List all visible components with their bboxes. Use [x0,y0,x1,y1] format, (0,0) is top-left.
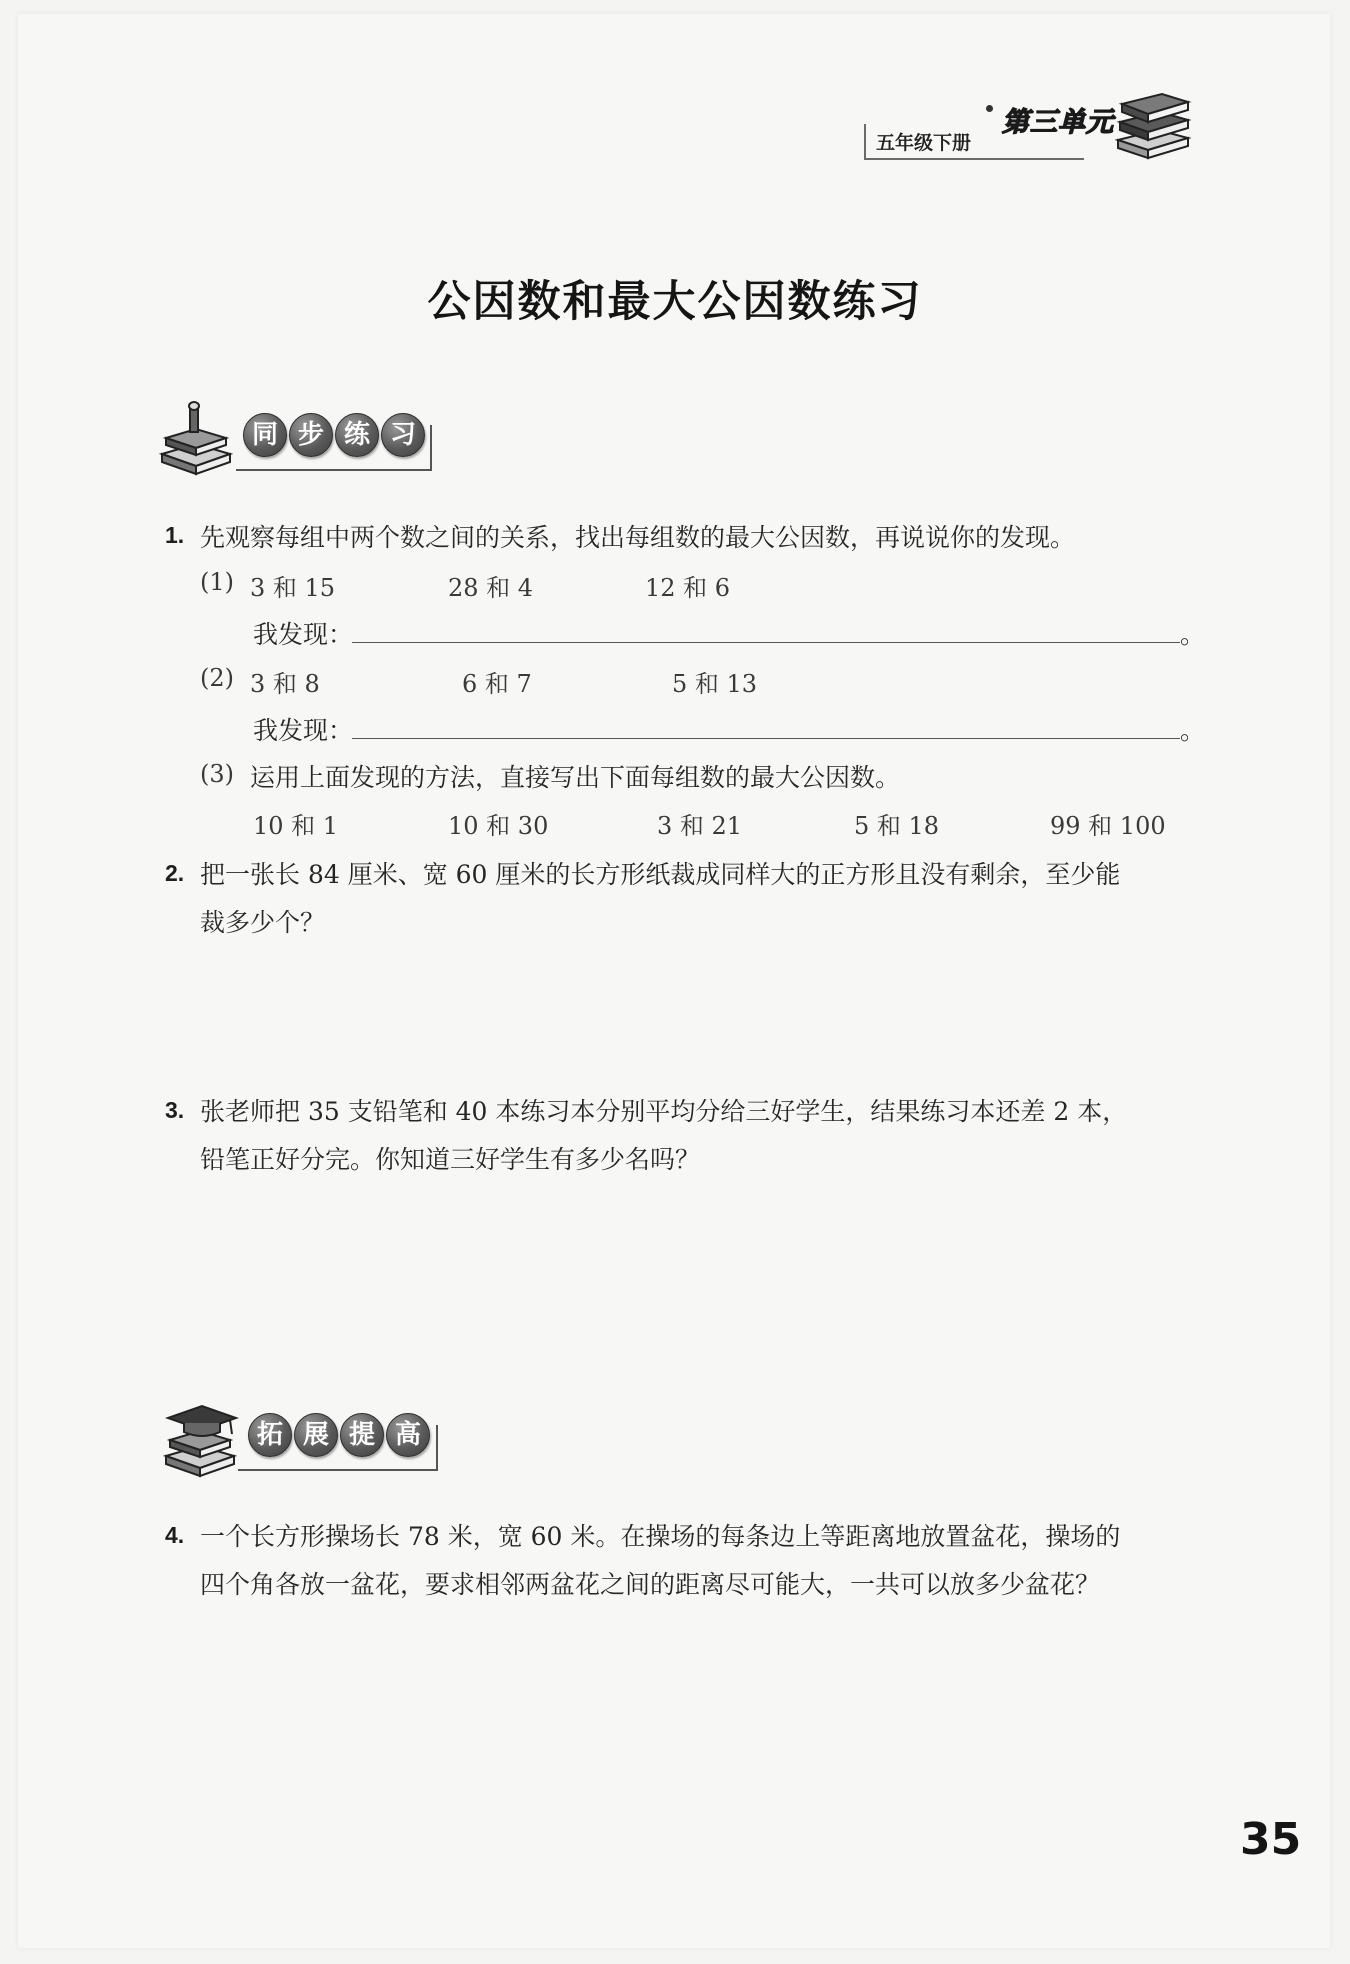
question-4-number: 4. [165,1522,185,1548]
part-3-text: 运用上面发现的方法，直接写出下面每组数的最大公因数。 [250,763,901,792]
part-3-label: (3) [200,760,234,788]
section-practice-char: 练 [335,413,379,457]
question-3-text: 铅笔正好分完。你知道三好学生有多少名吗？ [200,1145,701,1174]
section-practice-char: 习 [381,413,425,457]
question-2-text: 裁多少个？ [200,908,326,937]
finding-label: 我发现： [253,716,354,745]
header-dot [986,105,993,112]
finding-answer-line[interactable] [352,642,1180,643]
question-3-number: 3. [165,1097,185,1123]
section-practice-char: 步 [289,413,333,457]
number-group: 3 和 8 [250,670,320,698]
finding-end-mark: 。 [1180,716,1206,745]
page-number: 35 [1240,1814,1302,1865]
number-group: 28 和 4 [448,574,534,602]
number-group: 10 和 30 [448,812,549,840]
question-2-number: 2. [165,860,185,886]
part-2-label: (2) [200,664,234,692]
unit-label: 第三单元 [1002,107,1114,138]
section-extension-char: 高 [386,1413,430,1457]
books-stack-icon [1112,88,1192,160]
finding-answer-line[interactable] [352,738,1180,739]
page-title: 公因数和最大公因数练习 [427,277,923,327]
grade-label: 五年级下册 [876,132,972,154]
number-group: 3 和 21 [657,812,743,840]
lamp-books-icon [156,398,236,478]
finding-label: 我发现： [253,620,354,649]
number-group: 3 和 15 [250,574,336,602]
question-1-number: 1. [165,522,185,548]
section-extension-char: 展 [294,1413,338,1457]
number-group: 10 和 1 [253,812,339,840]
finding-end-mark: 。 [1180,620,1206,649]
section-practice-char: 同 [243,413,287,457]
question-4-text: 四个角各放一盆花，要求相邻两盆花之间的距离尽可能大，一共可以放多少盆花？ [200,1570,1101,1599]
part-1-label: (1) [200,568,234,596]
section-extension-char: 拓 [248,1413,292,1457]
number-group: 12 和 6 [645,574,731,602]
number-group: 5 和 18 [854,812,940,840]
graduation-cap-books-icon [160,1398,240,1478]
question-2-text: 把一张长 84 厘米、宽 60 厘米的长方形纸裁成同样大的正方形且没有剩余，至少能 [200,860,1121,889]
number-group: 5 和 13 [672,670,758,698]
section-extension-char: 提 [340,1413,384,1457]
number-group: 6 和 7 [462,670,532,698]
number-group: 99 和 100 [1050,812,1166,840]
question-3-text: 张老师把 35 支铅笔和 40 本练习本分别平均分给三好学生，结果练习本还差 2 本， [200,1097,1128,1126]
question-4-text: 一个长方形操场长 78 米，宽 60 米。在操场的每条边上等距离地放置盆花，操场的 [200,1522,1121,1551]
question-1-text: 先观察每组中两个数之间的关系，找出每组数的最大公因数，再说说你的发现。 [200,523,1076,552]
